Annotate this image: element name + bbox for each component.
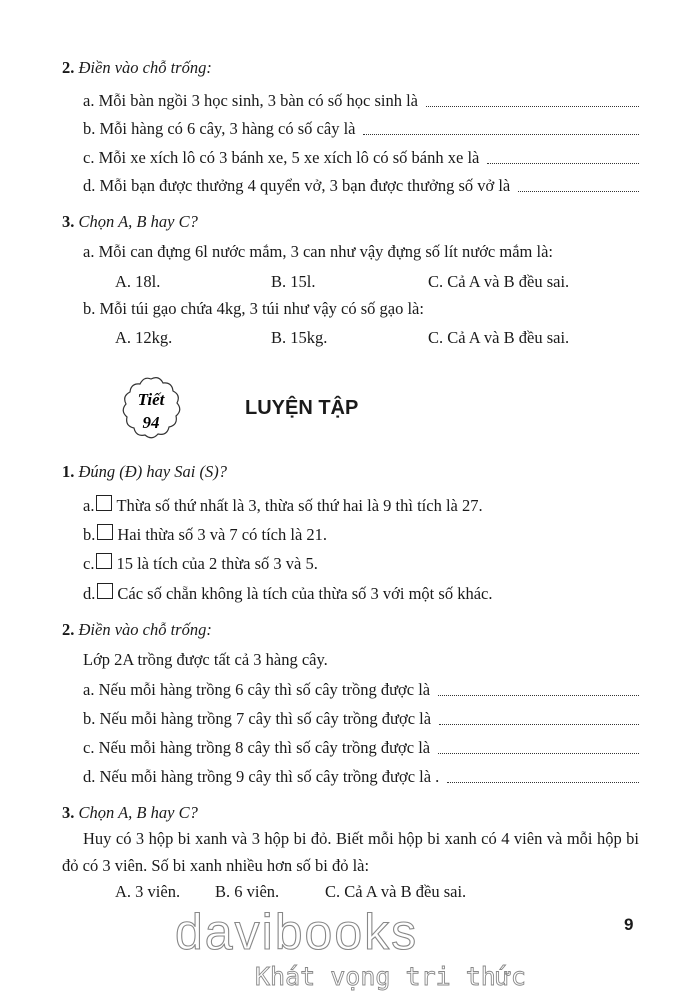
lesson-badge	[117, 375, 185, 443]
t2-item: c. Nếu mỗi hàng trồng 8 cây thì số cây trồng được là	[83, 738, 639, 758]
answer-checkbox[interactable]	[97, 583, 113, 599]
t3-text: Huy có 3 hộp bi xanh và 3 hộp bi đỏ. Biết mỗi hộp bi xanh có 4 viên và mỗi hộp bi đỏ có 3 viên. Số bi xanh nhiều hơn số bi đỏ là:	[62, 829, 639, 875]
option-b: B. 15l.	[271, 272, 316, 291]
t1-item: c. 15 là tích của 2 thừa số 3 và 5.	[83, 554, 318, 573]
s1-item: b. Mỗi hàng có 6 cây, 3 hàng có số cây là	[83, 119, 639, 139]
answer-checkbox[interactable]	[97, 524, 113, 540]
lesson-title: LUYỆN TẬP	[245, 397, 359, 419]
answer-blank	[426, 105, 639, 107]
answer-checkbox[interactable]	[96, 553, 112, 569]
t2-item: a. Nếu mỗi hàng trồng 6 cây thì số cây trồng được là	[83, 680, 639, 700]
s1-item: a. Mỗi bàn ngồi 3 học sinh, 3 bàn có số học sinh là	[83, 91, 639, 111]
t1-item: b. Hai thừa số 3 và 7 có tích là 21.	[83, 525, 328, 544]
lesson-number: 94	[142, 413, 160, 432]
s1-item: c. Mỗi xe xích lô có 3 bánh xe, 5 xe xích lô có số bánh xe là	[83, 148, 639, 168]
option-a: A. 18l.	[115, 272, 161, 291]
answer-blank	[518, 190, 639, 192]
t1-heading: 1. Đúng (Đ) hay Sai (S)?	[62, 462, 227, 481]
answer-checkbox[interactable]	[96, 495, 112, 511]
answer-blank	[487, 162, 639, 164]
answer-blank	[363, 133, 639, 135]
option-b: B. 15kg.	[271, 328, 328, 347]
t2-item: d. Nếu mỗi hàng trồng 9 cây thì số cây trồng được là .	[83, 767, 639, 787]
option-c: C. Cả A và B đều sai.	[428, 328, 570, 347]
answer-blank	[438, 694, 639, 696]
t1-item: d. Các số chẵn không là tích của thừa số 3 với một số khác.	[83, 584, 493, 603]
s2-question-b: b. Mỗi túi gạo chứa 4kg, 3 túi như vậy có số gạo là:	[83, 299, 424, 318]
page-number: 9	[624, 915, 634, 934]
t2-intro: Lớp 2A trồng được tất cả 3 hàng cây.	[83, 650, 328, 669]
t1-item: a. Thừa số thứ nhất là 3, thừa số thứ hai là 9 thì tích là 27.	[83, 496, 483, 515]
option-b: B. 6 viên.	[215, 882, 280, 901]
answer-blank	[438, 752, 639, 754]
answer-blank	[447, 781, 639, 783]
t2-heading: 2. Điền vào chỗ trống:	[62, 620, 212, 639]
t3-heading: 3. Chọn A, B hay C?	[62, 803, 198, 822]
s2-question-a: a. Mỗi can đựng 6l nước mắm, 3 can như vậy đựng số lít nước mắm là:	[83, 242, 553, 261]
option-c: C. Cả A và B đều sai.	[428, 272, 570, 291]
answer-blank	[439, 723, 639, 725]
s1-heading: 2. Điền vào chỗ trống:	[62, 58, 212, 77]
option-a: A. 12kg.	[115, 328, 173, 347]
s2-heading: 3. Chọn A, B hay C?	[62, 212, 198, 231]
watermark-slogan: Khát vọng tri thức	[255, 962, 526, 991]
option-c: C. Cả A và B đều sai.	[325, 882, 467, 901]
watermark-brand: davibooks	[175, 904, 419, 960]
s1-item: d. Mỗi bạn được thưởng 4 quyển vở, 3 bạn được thưởng số vở là	[83, 176, 639, 196]
t2-item: b. Nếu mỗi hàng trồng 7 cây thì số cây trồng được là	[83, 709, 639, 729]
option-a: A. 3 viên.	[115, 882, 181, 901]
lesson-label: Tiết	[137, 390, 165, 409]
